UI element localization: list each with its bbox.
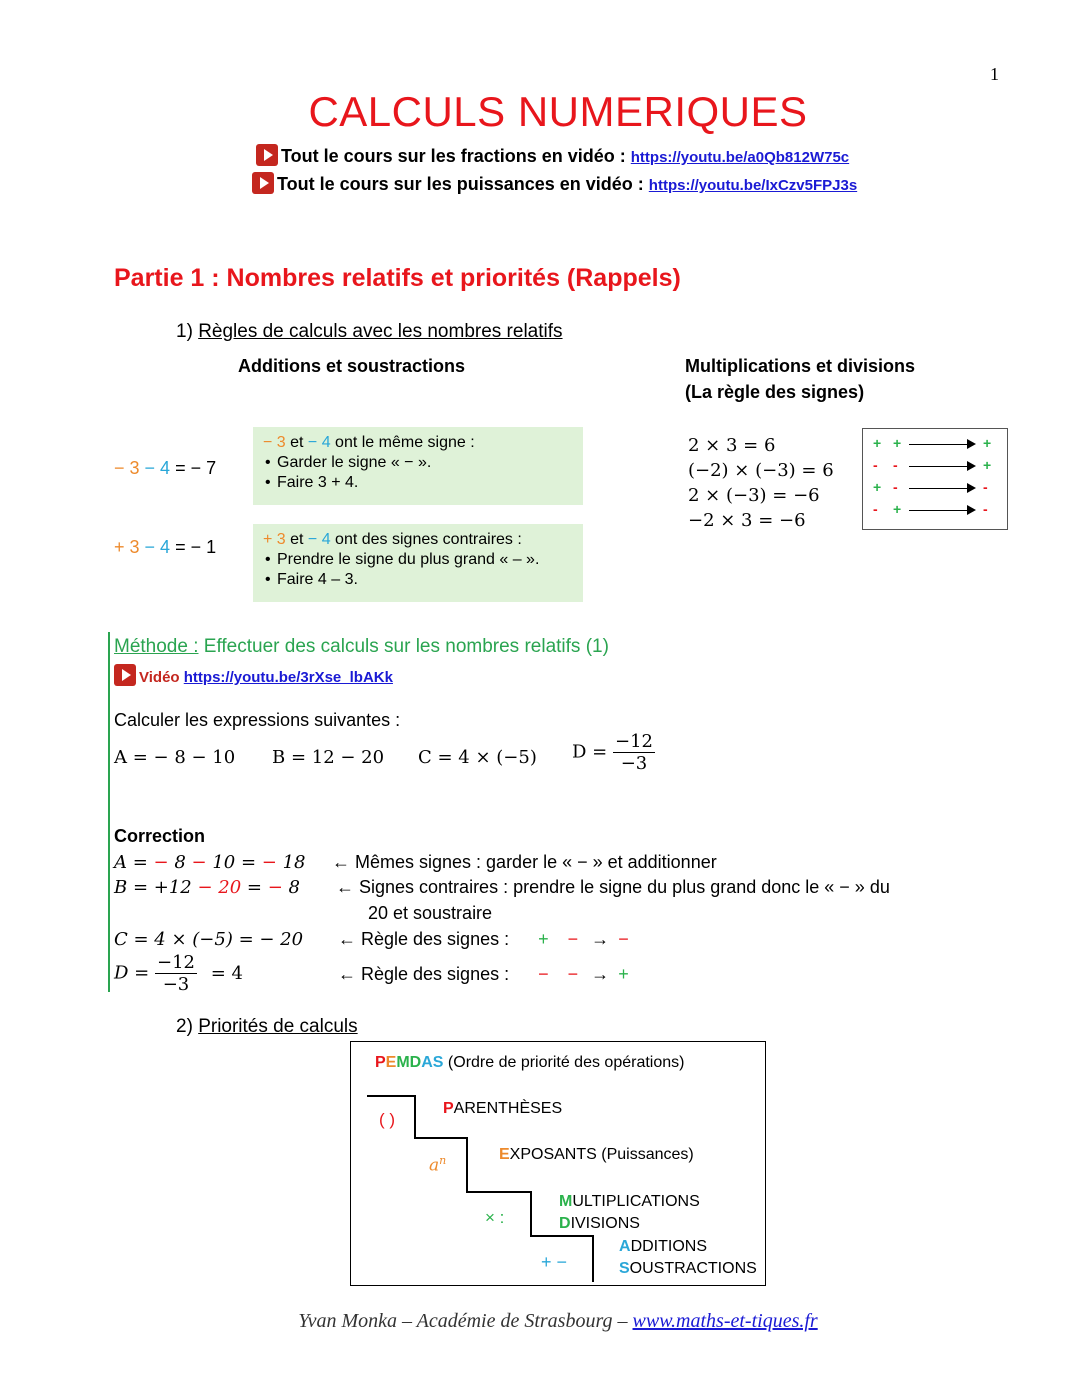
section2-heading bbox=[176, 1016, 358, 1038]
pemdas-letter: P bbox=[375, 1054, 386, 1071]
rule-item: • Faire 3 + 4. bbox=[277, 473, 583, 493]
correction-A bbox=[114, 852, 306, 873]
sign-result: - bbox=[983, 479, 988, 495]
multiplication-examples bbox=[688, 433, 834, 533]
part: A = bbox=[114, 852, 154, 873]
arrow-head-icon bbox=[967, 483, 976, 493]
video-line-powers bbox=[252, 172, 857, 195]
result: = − 1 bbox=[170, 537, 217, 557]
sign: + bbox=[893, 501, 902, 517]
video-line-fractions bbox=[256, 144, 849, 167]
sign: + bbox=[618, 964, 629, 984]
youtube-play-icon bbox=[252, 172, 274, 194]
pemdas-subtitle: (Ordre de priorité des opérations) bbox=[443, 1054, 685, 1071]
sign: − 20 bbox=[197, 877, 242, 898]
video-link-powers[interactable]: https://youtu.be/IxCzv5FPJ3s bbox=[648, 177, 858, 194]
sign: - bbox=[893, 457, 898, 473]
step-parentheses bbox=[443, 1100, 562, 1118]
mult-line: −2 × 3 = −6 bbox=[688, 510, 806, 531]
sign-rule-row bbox=[863, 457, 1009, 477]
note-B-continued: 20 et soustraire bbox=[368, 903, 493, 923]
arrow-icon bbox=[909, 466, 969, 467]
result: = − 7 bbox=[170, 458, 217, 478]
instruction: Calculer les expressions suivantes : bbox=[114, 710, 401, 730]
step-line bbox=[559, 1191, 700, 1213]
mult-line: 2 × (−3) = −6 bbox=[688, 485, 820, 506]
arrow-icon bbox=[909, 444, 969, 445]
term-a: − 3 bbox=[114, 458, 140, 478]
step-initial: D bbox=[559, 1215, 571, 1232]
sign: + bbox=[873, 435, 882, 451]
example1-rule-box bbox=[253, 427, 583, 505]
symbol: + − bbox=[541, 1252, 568, 1272]
youtube-play-icon bbox=[114, 664, 136, 686]
section-number: 1) bbox=[176, 321, 193, 342]
part: 10 = bbox=[206, 852, 262, 873]
note-text: ← Mêmes signes : garder le « − » et additionner bbox=[332, 852, 717, 872]
term-a: + 3 bbox=[114, 537, 140, 557]
step-exponents bbox=[499, 1146, 694, 1164]
method-margin-bar bbox=[108, 632, 110, 992]
part: = bbox=[241, 877, 268, 898]
arrow-head-icon bbox=[967, 505, 976, 515]
step-line bbox=[619, 1258, 757, 1280]
fraction bbox=[613, 731, 655, 774]
video-label: Vidéo bbox=[139, 669, 180, 686]
note-text: ← Règle des signes : bbox=[338, 964, 510, 984]
step-label: ARENTHÈSES bbox=[453, 1100, 563, 1117]
video-label: Tout le cours sur les fractions en vidéo : bbox=[281, 146, 626, 166]
term-b: − 4 bbox=[144, 458, 171, 478]
expression-B: B = 12 − 20 bbox=[272, 747, 385, 768]
mult-div-symbol bbox=[485, 1208, 504, 1228]
rule-item: • Garder le signe « − ». bbox=[277, 453, 583, 473]
step-initial: M bbox=[559, 1193, 573, 1210]
lhs: D = bbox=[114, 962, 150, 984]
youtube-play-icon bbox=[256, 144, 278, 166]
section-title: Priorités de calculs bbox=[198, 1016, 358, 1037]
step-label: DDITIONS bbox=[630, 1238, 708, 1255]
step-initial: A bbox=[619, 1238, 631, 1255]
sign: - bbox=[873, 457, 878, 473]
part: B = +12 bbox=[114, 877, 198, 898]
step-add-sub bbox=[619, 1236, 757, 1280]
sign: − bbox=[538, 964, 549, 984]
method-heading bbox=[114, 636, 609, 658]
method-video-line bbox=[114, 664, 393, 686]
denominator: −3 bbox=[162, 974, 190, 995]
sign: - bbox=[873, 501, 878, 517]
sign: − bbox=[153, 852, 169, 873]
correction-B bbox=[114, 877, 300, 898]
example2-expression bbox=[114, 537, 216, 558]
term-b: − 4 bbox=[307, 434, 331, 451]
step-line bbox=[559, 1213, 700, 1235]
example2-rule-box bbox=[253, 524, 583, 602]
note-A bbox=[332, 852, 717, 873]
pemdas-letter: S bbox=[432, 1054, 444, 1071]
connector: et bbox=[285, 531, 308, 548]
video-label: Tout le cours sur les puissances en vidéo : bbox=[277, 174, 644, 194]
pemdas-letter: M bbox=[396, 1054, 410, 1071]
step-label: IVISIONS bbox=[570, 1215, 640, 1232]
sign: + bbox=[538, 929, 549, 949]
add-sub-symbol bbox=[541, 1252, 567, 1273]
pemdas-letter: E bbox=[385, 1054, 397, 1071]
method-label: Méthode : bbox=[114, 636, 199, 657]
rhs: = 4 bbox=[210, 962, 243, 984]
note-text: ← Règle des signes : bbox=[338, 929, 510, 949]
add-heading: Additions et soustractions bbox=[238, 356, 466, 376]
section-number: 2) bbox=[176, 1016, 193, 1037]
sign: + bbox=[873, 479, 882, 495]
exponent-symbol bbox=[429, 1154, 446, 1176]
step-initial: E bbox=[499, 1146, 510, 1163]
symbol: ( ) bbox=[379, 1110, 396, 1129]
sign-rule-row bbox=[863, 501, 1009, 521]
rule-condition: ont des signes contraires : bbox=[330, 531, 522, 548]
footer-link[interactable]: www.maths-et-tiques.fr bbox=[632, 1310, 818, 1332]
step-line bbox=[619, 1236, 757, 1258]
part: 8 bbox=[168, 852, 192, 873]
part1-heading: Partie 1 : Nombres relatifs et priorités (Rappels) bbox=[114, 264, 681, 292]
term-b: − 4 bbox=[307, 531, 331, 548]
sign-rule-row bbox=[863, 435, 1009, 455]
sign: − bbox=[618, 929, 629, 949]
connector: et bbox=[285, 434, 308, 451]
rule-box-title bbox=[263, 433, 583, 453]
section1-heading bbox=[176, 321, 563, 343]
section-title: Règles de calculs avec les nombres relatifs bbox=[198, 321, 563, 342]
rule-item: • Prendre le signe du plus grand « – ». bbox=[277, 550, 583, 570]
arrow-icon bbox=[909, 488, 969, 489]
page-title: CALCULS NUMERIQUES bbox=[308, 88, 808, 135]
term-b: − 4 bbox=[144, 537, 171, 557]
term-a: + 3 bbox=[263, 531, 286, 548]
lhs: D = bbox=[572, 741, 608, 763]
footer-text: Yvan Monka – Académie de Strasbourg – bbox=[298, 1310, 633, 1332]
symbol: a bbox=[429, 1155, 440, 1176]
rule-item: • Faire 4 – 3. bbox=[277, 570, 583, 590]
symbol: × : bbox=[485, 1208, 505, 1227]
sign: − bbox=[567, 929, 579, 949]
numerator: −12 bbox=[614, 731, 653, 752]
pemdas-diagram bbox=[350, 1041, 766, 1286]
method-title: Effectuer des calculs sur les nombres relatifs (1) bbox=[198, 636, 609, 657]
mult-heading: Multiplications et divisions bbox=[685, 356, 916, 376]
mult-subheading: (La règle des signes) bbox=[685, 382, 865, 402]
sign-rule-row bbox=[863, 479, 1009, 499]
method-video-link[interactable]: https://youtu.be/3rXse_lbAKk bbox=[183, 669, 393, 686]
mult-line: 2 × 3 = 6 bbox=[688, 435, 776, 456]
sign-result: + bbox=[983, 435, 992, 451]
sign: − bbox=[261, 852, 277, 873]
part: 8 bbox=[282, 877, 300, 898]
sign: − bbox=[267, 877, 283, 898]
arrow-icon: → bbox=[591, 929, 610, 949]
step-label: XPOSANTS (Puissances) bbox=[509, 1146, 694, 1163]
sign: + bbox=[893, 435, 902, 451]
example1-expression bbox=[114, 458, 216, 479]
page-number: 1 bbox=[990, 64, 999, 84]
symbol-exponent: n bbox=[439, 1154, 447, 1167]
mult-line: (−2) × (−3) = 6 bbox=[688, 460, 834, 481]
term-a: − 3 bbox=[263, 434, 286, 451]
arrow-icon bbox=[909, 510, 969, 511]
expression-C: C = 4 × (−5) bbox=[418, 747, 537, 768]
step-mult-div bbox=[559, 1191, 700, 1235]
pemdas-letter: A bbox=[421, 1054, 433, 1071]
note-B: ← Signes contraires : prendre le signe du plus grand donc le « − » du bbox=[336, 877, 890, 897]
sign-result: - bbox=[983, 501, 988, 517]
step-label: ULTIPLICATIONS bbox=[572, 1193, 700, 1210]
video-link-fractions[interactable]: https://youtu.be/a0Qb812W75c bbox=[630, 149, 850, 166]
expression-D bbox=[572, 731, 655, 774]
rule-condition: ont le même signe : bbox=[330, 434, 475, 451]
sign: − bbox=[191, 852, 207, 873]
step-initial: S bbox=[619, 1260, 630, 1277]
step-initial: P bbox=[443, 1100, 454, 1117]
note-D bbox=[338, 964, 629, 985]
numerator: −12 bbox=[156, 952, 195, 973]
footer bbox=[0, 1310, 1080, 1333]
arrow-head-icon bbox=[967, 461, 976, 471]
step-label: OUSTRACTIONS bbox=[629, 1260, 757, 1277]
denominator: −3 bbox=[620, 753, 648, 774]
sign: − bbox=[567, 964, 579, 984]
arrow-head-icon bbox=[967, 439, 976, 449]
sign: - bbox=[893, 479, 898, 495]
pemdas-letter: D bbox=[409, 1054, 422, 1071]
sign-result: + bbox=[983, 457, 992, 473]
expression-A: A = − 8 − 10 bbox=[114, 747, 236, 768]
correction-D bbox=[114, 952, 243, 995]
part: 18 bbox=[276, 852, 306, 873]
correction-title: Correction bbox=[114, 826, 206, 846]
note-C bbox=[338, 929, 629, 950]
fraction bbox=[155, 952, 197, 995]
correction-C: C = 4 × (−5) = − 20 bbox=[114, 929, 304, 950]
parentheses-symbol bbox=[379, 1110, 395, 1130]
sign-rule-box bbox=[862, 428, 1008, 530]
arrow-icon: → bbox=[591, 964, 610, 984]
rule-box-title bbox=[263, 530, 583, 550]
